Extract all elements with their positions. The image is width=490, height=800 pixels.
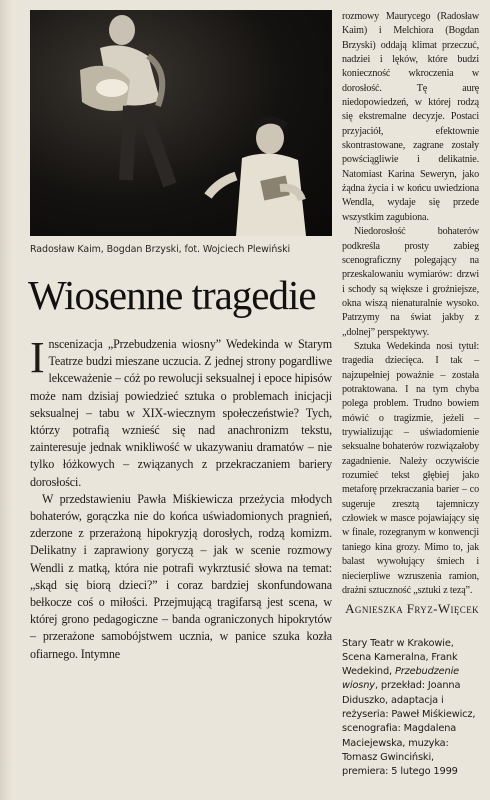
credits-play-title: Przebudzenie wiosny — [342, 666, 460, 692]
credits-line-2: , przekład: Joanna Diduszko, adaptacja i reżyseria: Paweł Miśkiewicz, scenografia: Magdalena Maciejewska, muzyka: Tomasz Gwinciński, premiera: 5 lutego 1999 — [342, 680, 476, 778]
production-credits — [342, 637, 479, 780]
credits-line-1: Stary Teatr w Krakowie, Scena Kameralna, Frank Wedekind, — [342, 637, 458, 678]
photo-caption: Radosław Kaim, Bogdan Brzyski, fot. Wojciech Plewiński — [30, 244, 291, 255]
page-edge — [0, 0, 12, 800]
paragraph-3: Niedorosłość bohaterów podkreśla prosty zabieg scenograficzny polegający na przeskalowaniu wymiarów: drzwi i schody są większe i groźniejsze, okna wiszą nienaturalnie wysoko. Patrzymy na świat jakby z „dolnej” perspektywy. — [342, 226, 479, 338]
stage-photo-illustration — [30, 10, 332, 236]
article-column-right — [342, 10, 479, 340]
article-column-left — [30, 333, 332, 663]
drop-cap: I — [30, 333, 45, 382]
article-column-right-lower — [342, 340, 479, 780]
author-byline: Agnieszka Fryz-Więcek — [345, 601, 479, 617]
paragraph-2-left: W przedstawieniu Pawła Miśkiewicza przeżycia młodych bohaterów, gorączka nie do końca uświadomionych pragnień, zderzone z przerażoną hipokryzją dorosłych, rodzą komizm. Delikatny i zaprawiony goryczą – jak w scenie rozmowy Wendli z matką, która nie potrafi wykrztusić słowa na temat: „skąd się biorą dzieci?” i coraz bardziej skonfundowana bełkocze coś o miłości. Przejmującą tragifarsą jest scena, w której grono pedagogiczne – banda ograniczonych hipokrytów – przerażone samobójstwem ucznia, w panice szuka kozła ofiarnego. Intymne — [30, 491, 332, 661]
paragraph-intro — [30, 333, 332, 491]
paragraph-intro-text: nscenizacja „Przebudzenia wiosny” Wedekinda w Starym Teatrze budzi mieszane uczucia. Z jednej strony pogardliwe lekceważenie – cóż po rewolucji seksualnej i epoce hipisów może nam dzisiaj powiedzieć sztuka o problemach inicjacji seksualnej – tabu w XIX-wiecznym społeczeństwie? Tych, którzy potrafią wznieść się nad anachronizm tekstu, zainteresuje jednak wnikliwość w ukazywaniu dramatów – nie tylko łóżkowych – związanych z przekraczaniem bariery dorosłości. — [30, 337, 332, 489]
article-photo — [30, 10, 332, 236]
paragraph-4: Sztuka Wedekinda nosi tytuł: tragedia dziecięca. I tak – najzupełniej poważnie – została potraktowana. I na tym chyba polega problem. Trudno bowiem mówić o tragizmie, jeżeli – trywializując – uświadomienie seksualne bohaterów rozwiązałoby zagadnienie. Należy oczywiście rozumieć tekst głębiej jako metaforę przekraczania barier – co sugeruje zresztą tajemniczy człowiek w masce pojawiający się w finale, rozegranym w konwencji taniego kina grozy. Mimo to, jak balast wywołujący śmiech i niecierpliwe wzruszenia ramion, drażni sztuczność „sztuki z tezą”. — [342, 341, 479, 596]
article-title: Wiosenne tragedie — [28, 272, 316, 318]
paragraph-2-right: rozmowy Maurycego (Radosław Kaim) i Melchiora (Bogdan Brzyski) oddają klimat przeczuć, nadziei i lęków, które budzi konieczność wkroczenia w dorosłość. Tę aurę niedopowiedzeń, w której rodzą się ekstremalne decyzje. Postaci przyjaciół, efektownie skontrastowane, zagrane zostały powściągliwie i delikatnie. Natomiast Karina Seweryn, jako żądna życia i w końcu uwiedziona Wendla, wydaje się przede wszystkim zagubiona. — [342, 11, 479, 223]
